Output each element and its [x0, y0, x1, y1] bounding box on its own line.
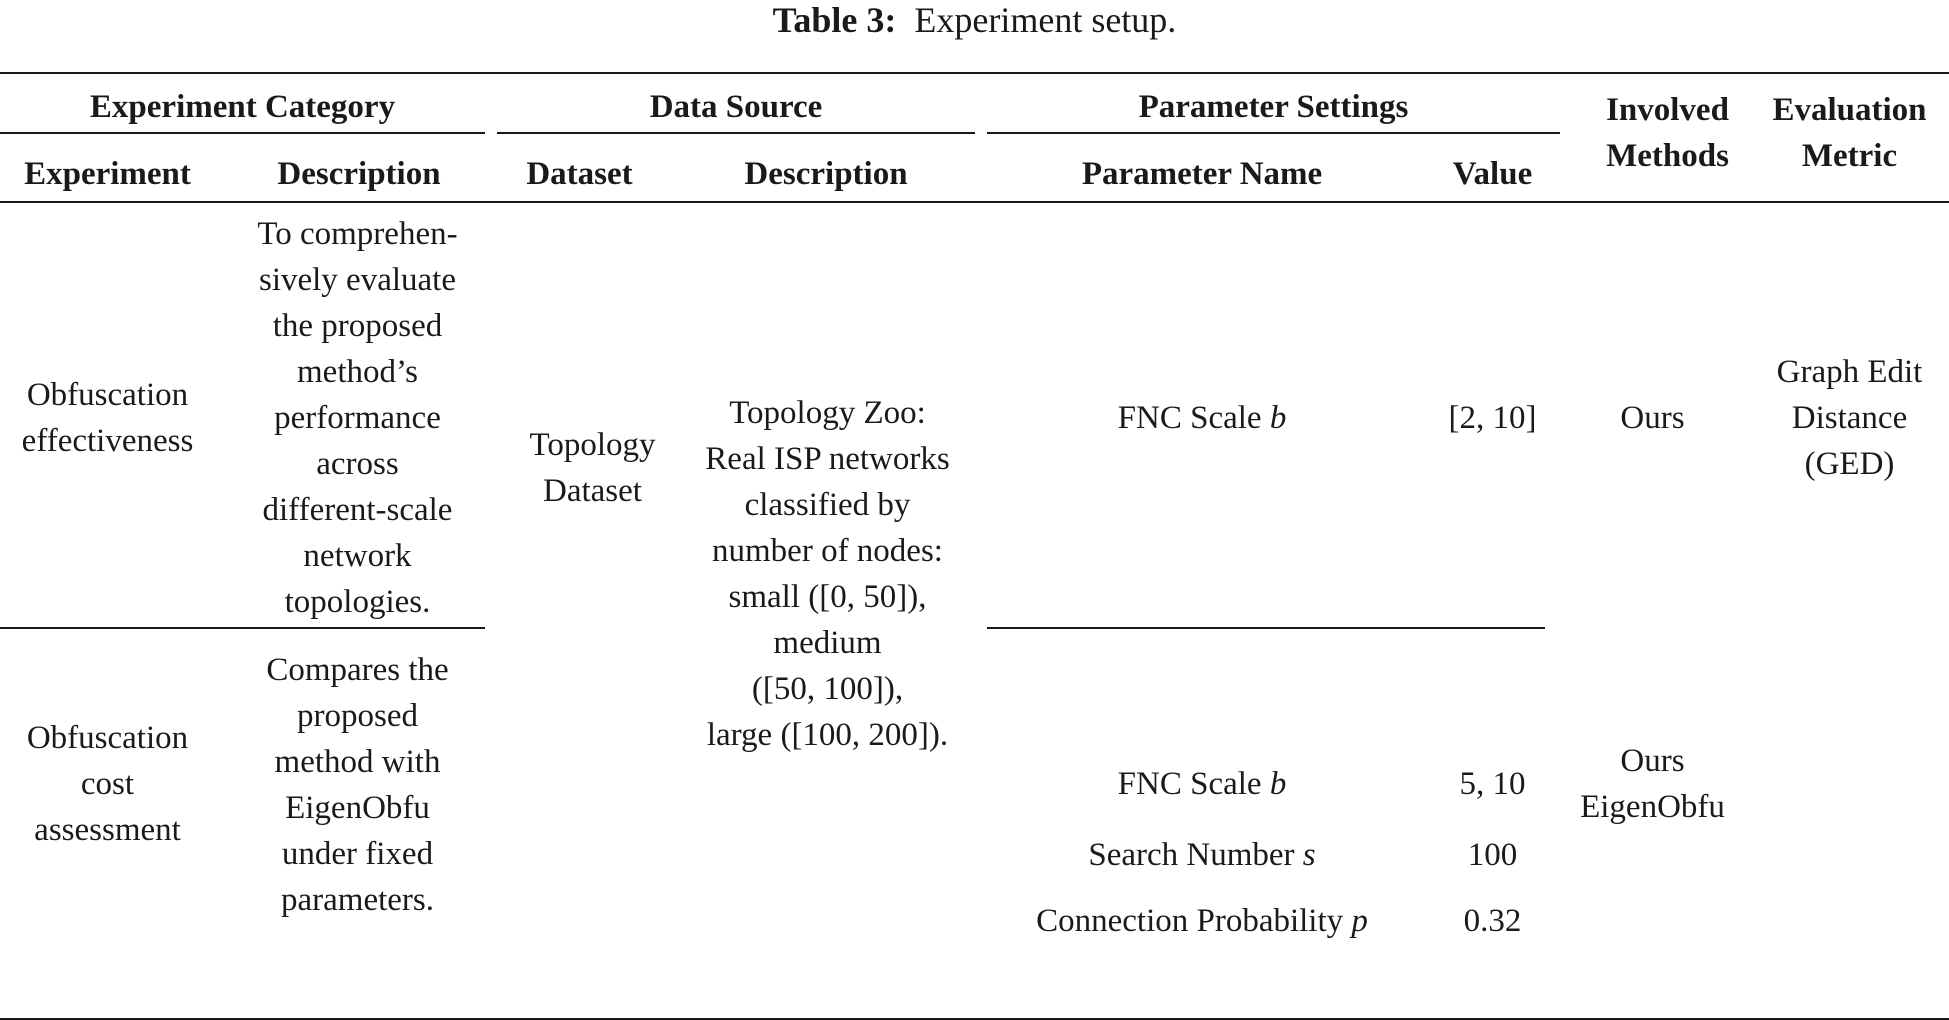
header-experiment: Experiment	[24, 156, 191, 192]
row-2-methods	[1565, 738, 1740, 830]
caption-label: Table 3:	[772, 0, 897, 40]
cell-line: ([50, 100]),	[751, 671, 904, 707]
caption-text: Experiment setup.	[914, 0, 1177, 40]
dataset-description	[680, 390, 975, 758]
header-value: Value	[1452, 156, 1533, 192]
cell-line: EigenObfu	[285, 790, 430, 826]
cell-line: small ([0, 50]),	[728, 579, 927, 615]
cell-line: sively evaluate	[258, 262, 456, 298]
top-rule	[0, 72, 1949, 74]
row-divider-parameters	[987, 627, 1545, 629]
param-symbol: p	[1351, 903, 1368, 939]
cell-line: Distance	[1791, 400, 1908, 436]
method-line: EigenObfu	[1580, 789, 1725, 825]
dataset-name	[505, 422, 680, 514]
cell-line: Compares the	[266, 652, 449, 688]
row-1-experiment	[0, 372, 215, 464]
header-involved-methods-line: Involved	[1606, 92, 1729, 128]
cell-line: cost	[80, 766, 135, 802]
header-involved-methods	[1565, 87, 1770, 179]
row-2-parameter-name	[987, 898, 1417, 944]
param-name: FNC Scale	[1117, 400, 1262, 436]
cell-line: (GED)	[1804, 446, 1895, 482]
param-name: Connection Probability	[1036, 903, 1344, 939]
cell-line: To comprehen-	[257, 216, 458, 252]
cell-line: the proposed	[272, 308, 443, 344]
row-2-parameter-value: 5, 10	[1459, 766, 1526, 802]
header-evaluation-metric-line: Evaluation	[1772, 92, 1927, 128]
header-parameter-name: Parameter Name	[1081, 156, 1323, 192]
cell-line: large ([100, 200]).	[706, 717, 949, 753]
param-symbol: b	[1269, 400, 1287, 436]
row-2-description	[225, 647, 490, 923]
method-line: Ours	[1620, 400, 1685, 436]
row-2-parameter-name	[987, 832, 1417, 878]
table-caption	[0, 0, 1949, 40]
param-name: Search Number	[1088, 837, 1295, 873]
header-evaluation-metric-line: Metric	[1801, 138, 1898, 174]
cell-line: classified by	[744, 487, 911, 523]
header-evaluation-metric	[1762, 87, 1937, 179]
cell-line: Topology Zoo:	[729, 395, 926, 431]
header-dataset: Dataset	[526, 156, 633, 192]
method-line: Ours	[1620, 743, 1685, 779]
cell-line: Obfuscation	[26, 377, 189, 413]
cell-line: medium	[773, 625, 882, 661]
cell-line: assessment	[34, 812, 181, 848]
cell-line: under fixed	[281, 836, 434, 872]
cmidrule-parameter-settings	[987, 132, 1560, 134]
row-1-description	[225, 211, 490, 625]
header-experiment-description: Description	[277, 156, 441, 192]
cell-line: effectiveness	[21, 423, 194, 459]
cmidrule-experiment-category	[0, 132, 485, 134]
cell-line: Obfuscation	[26, 720, 189, 756]
row-2-experiment	[0, 715, 215, 853]
param-symbol: s	[1302, 837, 1316, 873]
cell-line: across	[316, 446, 399, 482]
cell-line: method with	[274, 744, 441, 780]
header-data-description: Description	[744, 156, 908, 192]
header-parameter-settings: Parameter Settings	[1138, 89, 1409, 125]
row-2-parameter-value: 100	[1467, 837, 1518, 873]
param-name: FNC Scale	[1117, 766, 1262, 802]
cell-line: method’s	[297, 354, 418, 390]
row-1-metric	[1762, 349, 1937, 487]
header-experiment-category: Experiment Category	[89, 89, 396, 125]
header-data-source: Data Source	[649, 89, 823, 125]
cell-line: network	[303, 538, 412, 574]
header-involved-methods-line: Methods	[1606, 138, 1729, 174]
cell-line: topologies.	[284, 584, 431, 620]
cell-line: Dataset	[543, 473, 642, 509]
cell-line: Topology	[529, 427, 656, 463]
cell-line: number of nodes:	[712, 533, 943, 569]
row-1-parameter-value: [2, 10]	[1448, 400, 1537, 436]
row-1-parameter-name	[987, 395, 1417, 441]
param-symbol: b	[1269, 766, 1287, 802]
cell-line: Graph Edit	[1776, 354, 1923, 390]
cell-line: Real ISP networks	[705, 441, 950, 477]
header-rule	[0, 201, 1949, 203]
cmidrule-data-source	[497, 132, 975, 134]
cell-line: proposed	[297, 698, 418, 734]
cell-line: performance	[274, 400, 441, 436]
row-2-parameter-name	[987, 761, 1417, 807]
row-2-parameter-value: 0.32	[1463, 903, 1522, 939]
cell-line: parameters.	[281, 882, 434, 918]
cell-line: different-scale	[262, 492, 453, 528]
row-divider-experiment	[0, 627, 485, 629]
row-1-methods	[1565, 395, 1740, 441]
